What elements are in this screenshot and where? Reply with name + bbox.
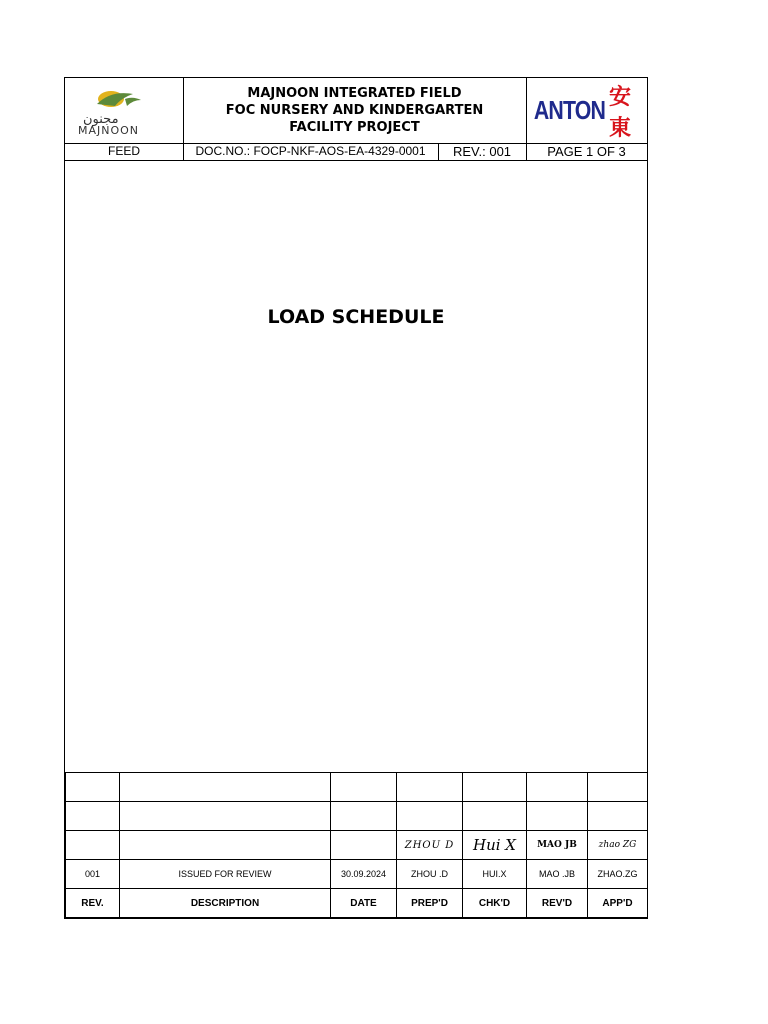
- description-value: ISSUED FOR REVIEW: [120, 860, 331, 889]
- revision-table: [65, 772, 648, 918]
- table-row: [66, 802, 648, 831]
- col-date: DATE: [331, 889, 397, 918]
- revision-number: REV.: 001: [438, 143, 527, 160]
- stage-label: FEED: [65, 143, 184, 160]
- rev-value: 001: [66, 860, 120, 889]
- anton-logo: [526, 78, 647, 143]
- anton-logo-chinese: 安東: [608, 84, 631, 141]
- signature-row: [66, 831, 648, 860]
- appd-signature: zhao ZG: [588, 831, 648, 860]
- header-row: [66, 889, 648, 918]
- project-title: [183, 78, 527, 143]
- table-row: [66, 773, 648, 802]
- prepd-value: ZHOU .D: [397, 860, 463, 889]
- document-sheet: [64, 77, 648, 919]
- col-rev: REV.: [66, 889, 120, 918]
- appd-value: ZHAO.ZG: [588, 860, 648, 889]
- title-block: [65, 78, 647, 144]
- col-chkd: CHK'D: [463, 889, 527, 918]
- logo-latin-text: MAJNOON: [78, 124, 140, 136]
- col-prepd: PREP'D: [397, 889, 463, 918]
- revd-signature: MAO JB: [527, 831, 588, 860]
- doc-number: DOC.NO.: FOCP-NKF-AOS-EA-4329-0001: [183, 143, 439, 160]
- majnoon-logo: [65, 78, 184, 143]
- project-title-line-2: FOC NURSERY AND KINDERGARTEN: [225, 103, 484, 118]
- col-description: DESCRIPTION: [120, 889, 331, 918]
- revd-value: MAO .JB: [527, 860, 588, 889]
- project-title-line-3: FACILITY PROJECT: [289, 120, 420, 135]
- document-info-row: [65, 143, 647, 161]
- chkd-signature: Hui X: [463, 831, 527, 860]
- project-title-line-1: MAJNOON INTEGRATED FIELD: [247, 86, 462, 101]
- col-revd: REV'D: [527, 889, 588, 918]
- prepd-signature: ZHOU D: [397, 831, 463, 860]
- chkd-value: HUI.X: [463, 860, 527, 889]
- col-appd: APP'D: [588, 889, 648, 918]
- date-value: 30.09.2024: [331, 860, 397, 889]
- majnoon-logo-icon: [75, 86, 173, 136]
- revision-row: [66, 860, 648, 889]
- page-count: PAGE 1 OF 3: [547, 144, 626, 159]
- logo-arabic-text: مجنون: [83, 112, 119, 127]
- document-title: LOAD SCHEDULE: [267, 306, 445, 328]
- anton-logo-text: ANTON: [533, 95, 606, 125]
